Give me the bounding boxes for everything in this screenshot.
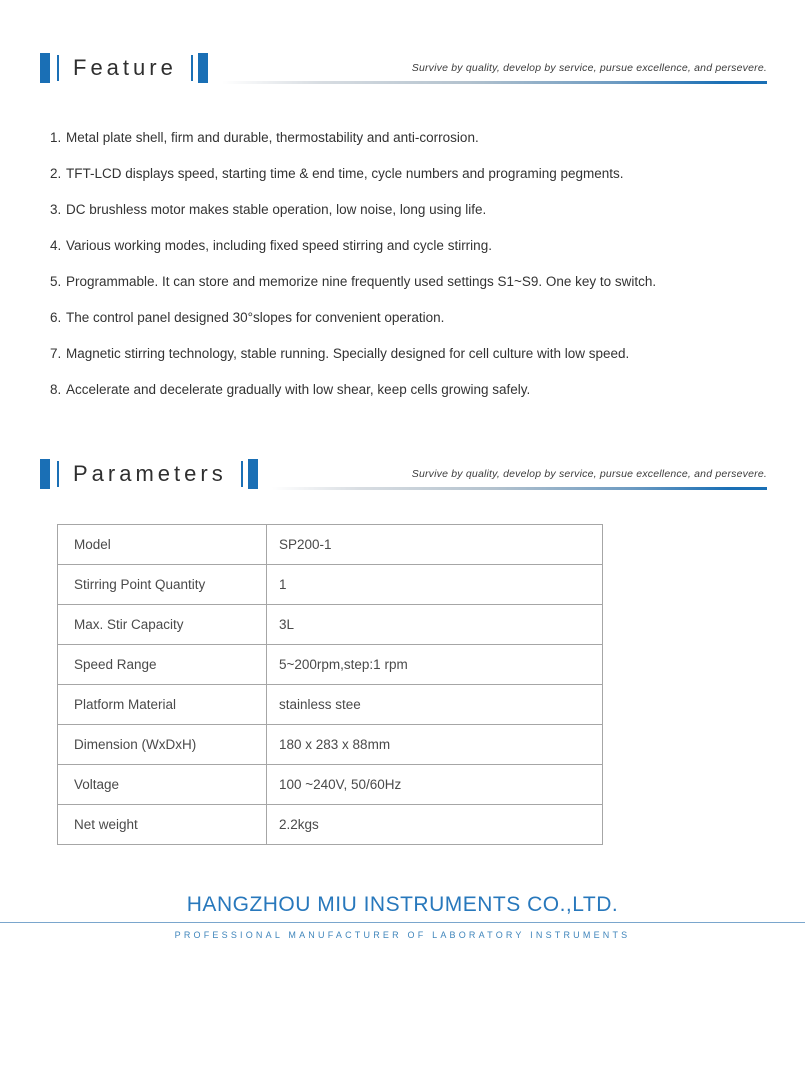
accent-bar-thin-icon: [57, 55, 59, 81]
accent-bar-thin-icon: [57, 461, 59, 487]
page-footer: [0, 893, 805, 940]
feature-header-right: [222, 62, 767, 84]
parameters-tagline: Survive by quality, develop by service, pursue excellence, and persevere.: [411, 468, 767, 480]
feature-item: [50, 336, 756, 372]
accent-bar-thick-icon: [248, 459, 258, 489]
accent-bar-thick-icon: [40, 53, 50, 83]
feature-item-number: 5.: [50, 274, 62, 289]
company-name: HANGZHOU MIU INSTRUMENTS CO.,LTD.: [186, 893, 619, 916]
feature-item-text: DC brushless motor makes stable operation, low noise, long using life.: [66, 202, 487, 217]
feature-item-number: 2.: [50, 166, 62, 181]
parameters-table: [57, 524, 603, 845]
footer-divider: [0, 922, 805, 923]
parameters-title: Parameters: [73, 461, 227, 486]
feature-item-number: 6.: [50, 310, 62, 325]
accent-bar-thick-icon: [40, 459, 50, 489]
feature-list: [50, 120, 756, 408]
parameters-accent-bars-left: [40, 459, 59, 489]
param-value: 180 x 283 x 88mm: [267, 725, 603, 765]
accent-bar-thin-icon: [191, 55, 193, 81]
feature-header-rule: [222, 81, 767, 84]
param-value: SP200-1: [267, 525, 603, 565]
feature-item-text: Magnetic stirring technology, stable running. Specially designed for cell culture with low speed.: [66, 346, 630, 361]
feature-tagline: Survive by quality, develop by service, pursue excellence, and persevere.: [411, 62, 767, 74]
table-row: [58, 765, 603, 805]
feature-item: [50, 372, 756, 408]
table-row: [58, 725, 603, 765]
param-label: Dimension (WxDxH): [58, 725, 267, 765]
feature-item-number: 7.: [50, 346, 62, 361]
param-value: 2.2kgs: [267, 805, 603, 845]
feature-item-text: Accelerate and decelerate gradually with low shear, keep cells growing safely.: [66, 382, 531, 397]
table-row: [58, 565, 603, 605]
feature-item: [50, 264, 756, 300]
accent-bar-thick-icon: [198, 53, 208, 83]
feature-item-text: The control panel designed 30°slopes for convenient operation.: [66, 310, 445, 325]
footer-subtitle: PROFESSIONAL MANUFACTURER OF LABORATORY INSTRUMENTS: [174, 930, 631, 940]
feature-item: [50, 120, 756, 156]
feature-section-header: [40, 52, 767, 84]
feature-item: [50, 300, 756, 336]
table-row: [58, 525, 603, 565]
param-label: Stirring Point Quantity: [58, 565, 267, 605]
param-label: Platform Material: [58, 685, 267, 725]
feature-item-text: Metal plate shell, firm and durable, thermostability and anti-corrosion.: [66, 130, 479, 145]
feature-item-number: 4.: [50, 238, 62, 253]
param-value: 1: [267, 565, 603, 605]
param-value: 5~200rpm,step:1 rpm: [267, 645, 603, 685]
param-label: Model: [58, 525, 267, 565]
parameters-section-header: [40, 458, 767, 490]
parameters-header-right: [272, 468, 767, 490]
param-label: Speed Range: [58, 645, 267, 685]
parameters-header-rule: [272, 487, 767, 490]
table-row: [58, 805, 603, 845]
feature-item-number: 3.: [50, 202, 62, 217]
page-content: [0, 52, 805, 845]
feature-item-number: 8.: [50, 382, 62, 397]
param-label: Voltage: [58, 765, 267, 805]
feature-item-text: Various working modes, including fixed speed stirring and cycle stirring.: [66, 238, 492, 253]
feature-title: Feature: [73, 55, 177, 80]
table-row: [58, 685, 603, 725]
param-value: stainless stee: [267, 685, 603, 725]
feature-item-text: Programmable. It can store and memorize nine frequently used settings S1~S9. One key to switch.: [66, 274, 657, 289]
table-row: [58, 645, 603, 685]
param-label: Net weight: [58, 805, 267, 845]
feature-accent-bars-right: [191, 53, 208, 83]
param-value: 3L: [267, 605, 603, 645]
feature-item: [50, 156, 756, 192]
table-row: [58, 605, 603, 645]
feature-item-number: 1.: [50, 130, 62, 145]
param-label: Max. Stir Capacity: [58, 605, 267, 645]
feature-item: [50, 228, 756, 264]
accent-bar-thin-icon: [241, 461, 243, 487]
feature-accent-bars-left: [40, 53, 59, 83]
param-value: 100 ~240V, 50/60Hz: [267, 765, 603, 805]
feature-item: [50, 192, 756, 228]
parameters-accent-bars-right: [241, 459, 258, 489]
feature-item-text: TFT-LCD displays speed, starting time & end time, cycle numbers and programing pegments.: [66, 166, 624, 181]
